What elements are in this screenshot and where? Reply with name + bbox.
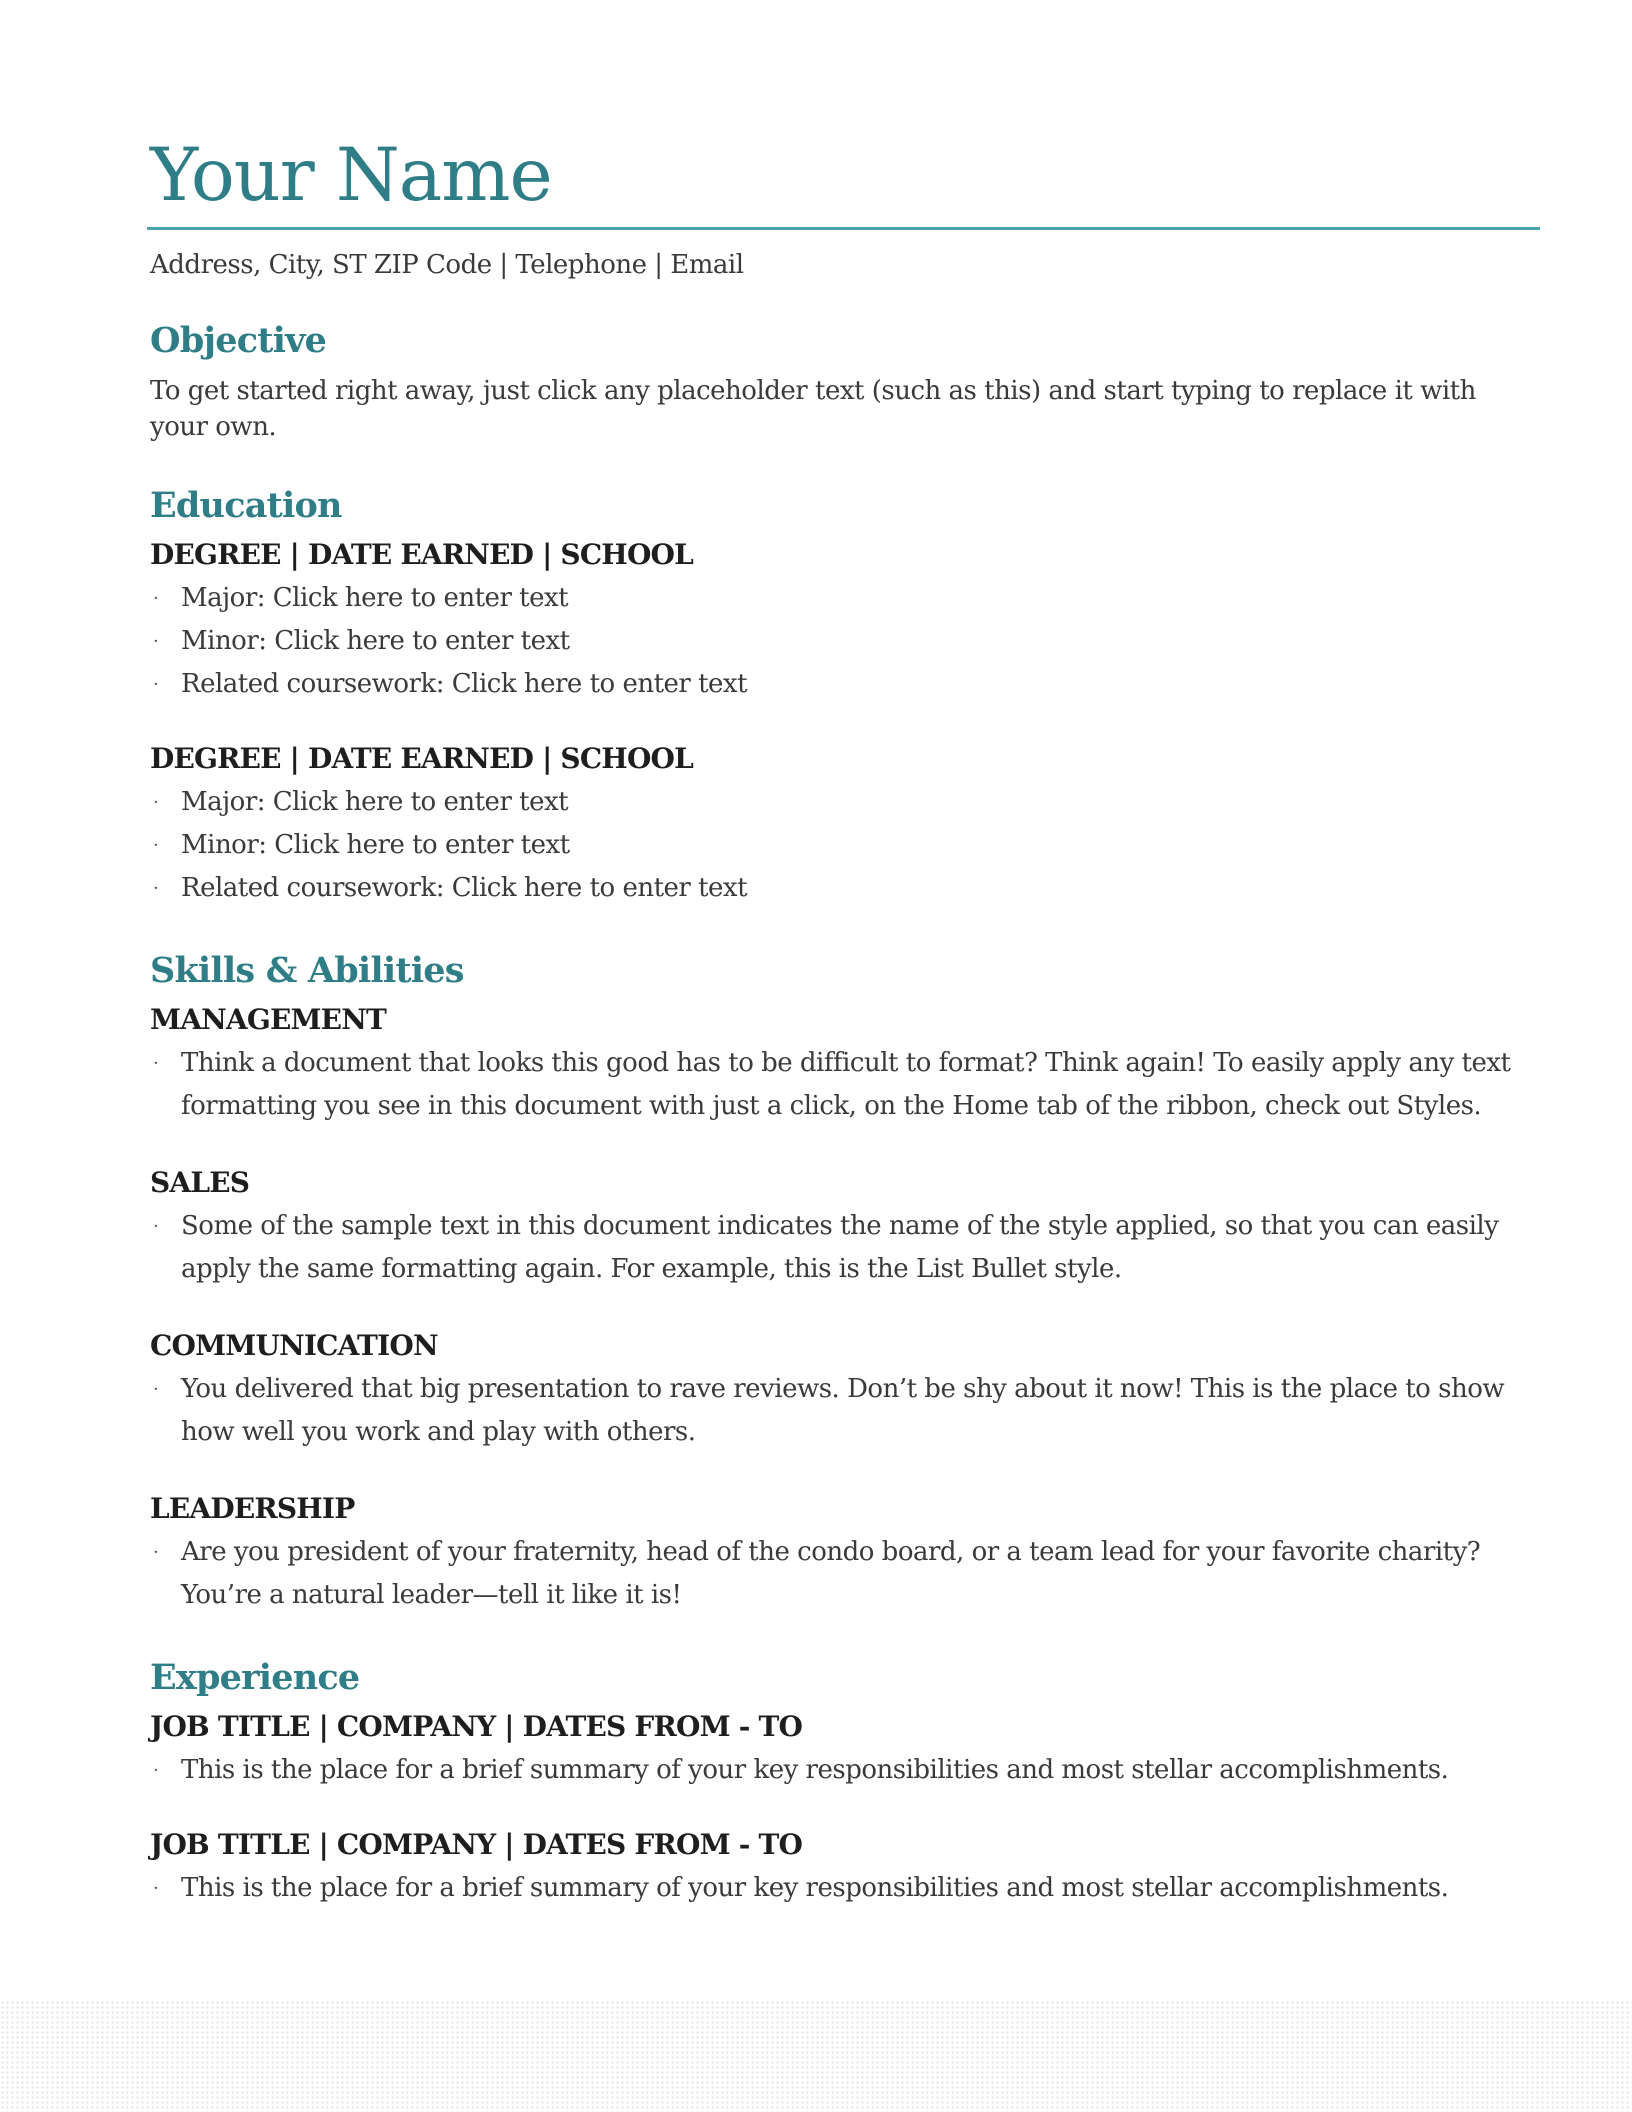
list-item-text: Major: Click here to enter text [181,786,569,817]
bullet-icon: · [153,587,159,609]
experience-entry-list [150,1749,1540,1792]
name-divider [147,227,1540,230]
education-heading: Education [150,484,342,526]
bullet-icon: · [153,791,159,813]
education-entry [150,538,1540,706]
list-item-text: Minor: Click here to enter text [181,625,570,656]
skills-heading: Skills & Abilities [150,949,464,991]
list-item[interactable] [150,1042,1540,1128]
list-item[interactable] [150,824,1540,867]
bullet-icon: · [153,1052,159,1074]
dot-pattern-overlay [0,2000,1632,2112]
experience-entry-heading[interactable]: JOB TITLE | COMPANY | DATES FROM - TO [150,1709,803,1743]
skill-group-heading[interactable]: LEADERSHIP [150,1491,355,1525]
bullet-icon: · [153,673,159,695]
list-item[interactable] [150,1749,1540,1792]
list-item-text: Related coursework: Click here to enter text [181,872,748,903]
list-item-text: Related coursework: Click here to enter text [181,668,748,699]
list-item[interactable] [150,1368,1540,1454]
experience-section [150,1710,1540,1910]
contact-line[interactable]: Address, City, ST ZIP Code | Telephone | Email [150,249,744,280]
education-entry-list [150,577,1540,706]
bullet-icon: · [153,877,159,899]
skill-group-heading[interactable]: SALES [150,1165,250,1199]
list-item-text: Minor: Click here to enter text [181,829,570,860]
bullet-icon: · [153,1378,159,1400]
education-entry-heading[interactable]: DEGREE | DATE EARNED | SCHOOL [150,741,694,775]
list-item[interactable] [150,1531,1540,1617]
bullet-icon: · [153,630,159,652]
skill-group-list [150,1531,1540,1617]
list-item[interactable] [150,577,1540,620]
skill-group-heading[interactable]: MANAGEMENT [150,1002,387,1036]
experience-entry [150,1828,1540,1910]
bullet-icon: · [153,1541,159,1563]
list-item-text: Some of the sample text in this document indicates the name of the style applied, so that you can easily apply the same formatting again. For example, this is the List Bullet style. [181,1210,1499,1284]
list-item-text: You delivered that big presentation to rave reviews. Don’t be shy about it now! This is the place to show how well you work and play with others. [181,1373,1505,1447]
bullet-icon: · [153,1215,159,1237]
skill-group [150,1492,1540,1617]
skills-section [150,1003,1540,1617]
skill-group [150,1003,1540,1128]
education-section [150,538,1540,910]
name-title[interactable]: Your Name [150,133,552,218]
bullet-icon: · [153,834,159,856]
objective-heading: Objective [150,319,327,361]
education-entry-heading[interactable]: DEGREE | DATE EARNED | SCHOOL [150,537,694,571]
education-entry [150,742,1540,910]
list-item[interactable] [150,620,1540,663]
list-item[interactable] [150,1205,1540,1291]
experience-heading: Experience [150,1656,360,1698]
list-item[interactable] [150,663,1540,706]
list-item[interactable] [150,1867,1540,1910]
skill-group-heading[interactable]: COMMUNICATION [150,1328,438,1362]
list-item[interactable] [150,781,1540,824]
skill-group-list [150,1205,1540,1291]
experience-entry [150,1710,1540,1792]
list-item-text: Think a document that looks this good has to be difficult to format? Think again! To easily apply any text formatting you see in this document with just a click, on the Home tab of the ribbon, check out Styles. [181,1047,1511,1121]
education-entry-list [150,781,1540,910]
skill-group [150,1166,1540,1291]
experience-entry-heading[interactable]: JOB TITLE | COMPANY | DATES FROM - TO [150,1827,803,1861]
list-item-text: Are you president of your fraternity, head of the condo board, or a team lead for your favorite charity? You’re a natural leader—tell it like it is! [181,1536,1481,1610]
objective-text[interactable]: To get started right away, just click any placeholder text (such as this) and start typing to replace it with your own. [150,375,1476,442]
list-item[interactable] [150,867,1540,910]
experience-entry-list [150,1867,1540,1910]
bullet-icon: · [153,1877,159,1899]
list-item-text: This is the place for a brief summary of your key responsibilities and most stellar accomplishments. [181,1872,1449,1903]
skill-group-list [150,1368,1540,1454]
list-item-text: Major: Click here to enter text [181,582,569,613]
skill-group-list [150,1042,1540,1128]
skill-group [150,1329,1540,1454]
list-item-text: This is the place for a brief summary of your key responsibilities and most stellar accomplishments. [181,1754,1449,1785]
bullet-icon: · [153,1759,159,1781]
resume-page [150,120,1540,1946]
